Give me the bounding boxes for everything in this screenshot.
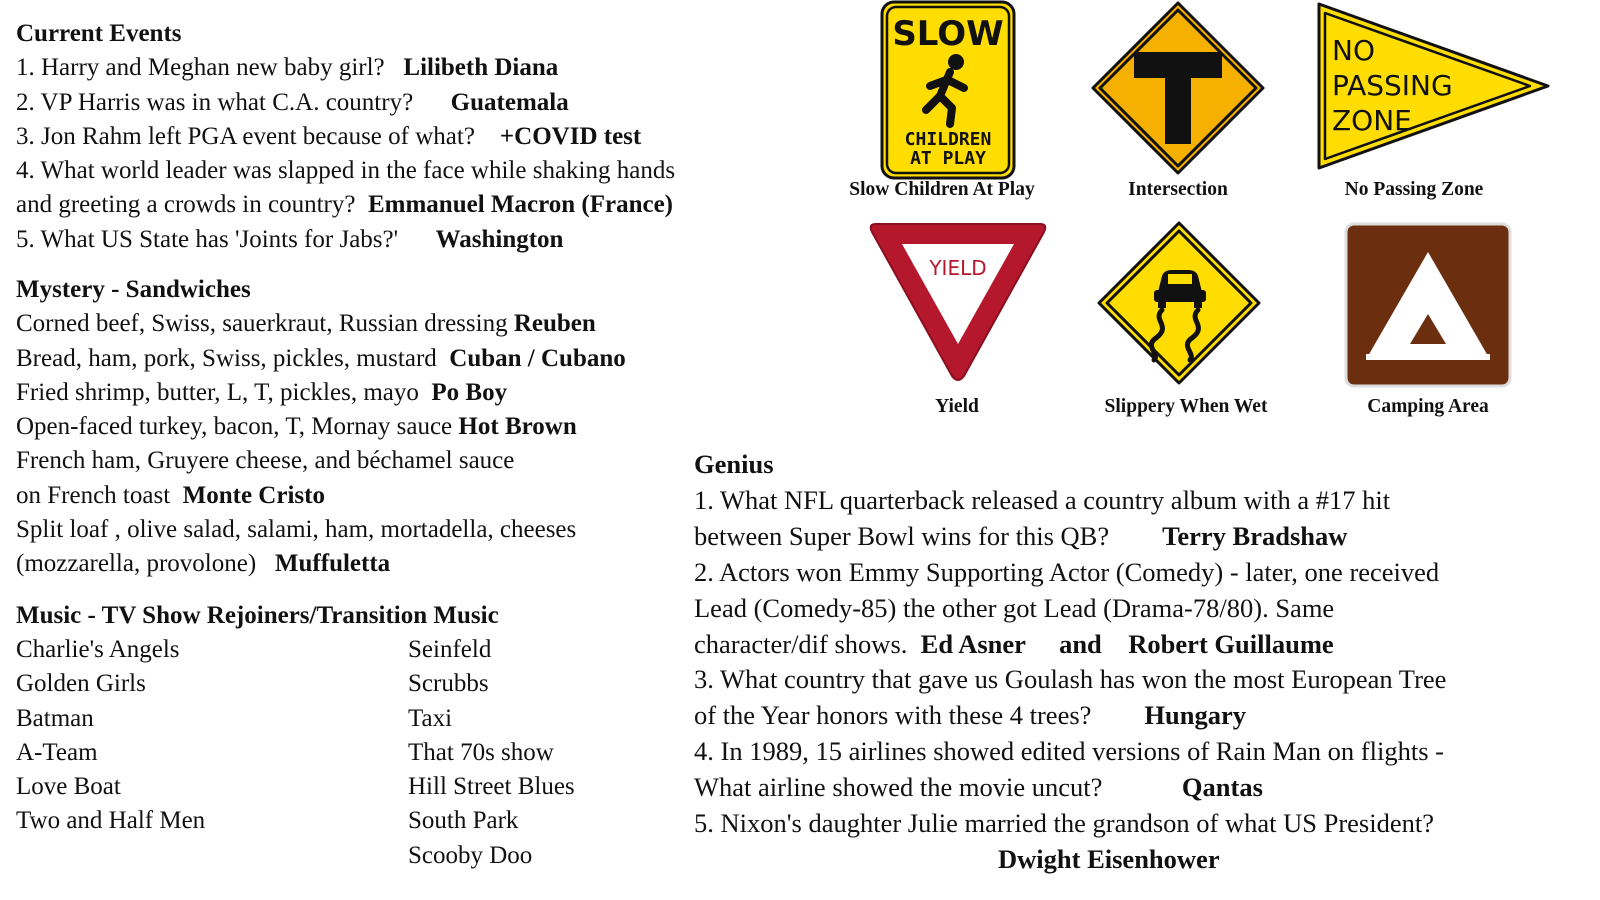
svg-text:NO: NO (1332, 34, 1375, 67)
music-heading: Music - TV Show Rejoiners/Transition Music (16, 602, 499, 629)
intersection-sign-icon (1090, 0, 1266, 176)
svg-text:AT PLAY: AT PLAY (910, 148, 986, 169)
genius-heading: Genius (694, 449, 774, 479)
no-passing-zone-sign-icon (1316, 0, 1552, 172)
current-events-q2: 2. VP Harris was in what C.A. country? Guatemala (16, 88, 569, 116)
svg-text:ZONE: ZONE (1332, 104, 1412, 137)
svg-text:CHILDREN: CHILDREN (904, 129, 992, 150)
mystery-item-line1: Split loaf , olive salad, salami, ham, mortadella, cheeses (16, 516, 577, 544)
music-item: Charlie's Angels (16, 636, 180, 663)
svg-text:PASSING: PASSING (1332, 69, 1453, 102)
current-events-q1: 1. Harry and Meghan new baby girl? Lilibeth Diana (16, 54, 559, 82)
answer: Hungary (1144, 700, 1247, 731)
genius-q2-line3: character/dif shows. Ed Asner and Robert Guillaume (694, 628, 1334, 659)
svg-text:YIELD: YIELD (929, 256, 987, 280)
slippery-when-wet-sign-icon (1096, 220, 1262, 386)
genius-q2-line2: Lead (Comedy-85) the other got Lead (Drama-78/80). Same (694, 592, 1335, 623)
answer: Washington (435, 225, 564, 253)
yield-sign-icon (866, 220, 1050, 384)
genius-q1-line1: 1. What NFL quarterback released a country album with a #17 hit (694, 484, 1391, 515)
current-events-q4-line1: 4. What world leader was slapped in the face while shaking hands (16, 157, 676, 185)
answer: Terry Bradshaw (1162, 520, 1348, 551)
current-events-section (16, 17, 675, 257)
genius-q4-line2: What airline showed the movie uncut? Qantas (694, 772, 1263, 803)
answer: Ed Asner (920, 628, 1026, 659)
music-item: Love Boat (16, 773, 121, 801)
answer: Guatemala (450, 88, 569, 116)
music-column-1 (16, 633, 205, 839)
answer: Emmanuel Macron (France) (367, 191, 673, 219)
answer: Hot Brown (458, 413, 577, 441)
current-events-q3: 3. Jon Rahm left PGA event because of what? +COVID test (16, 122, 642, 150)
music-item: Seinfeld (408, 636, 492, 663)
answer: Monte Cristo (182, 481, 325, 509)
genius-q1-line2: between Super Bowl wins for this QB? Terry Bradshaw (694, 520, 1348, 551)
yield-label: Yield (935, 396, 979, 417)
music-item: That 70s show (408, 738, 554, 766)
slippery-when-wet-label: Slippery When Wet (1104, 396, 1268, 417)
music-item: Scrubbs (408, 670, 489, 698)
mystery-item-line2: on French toast Monte Cristo (16, 481, 325, 509)
music-item: Scooby Doo (408, 841, 533, 869)
music-column-2 (408, 633, 575, 873)
current-events-q4-line2: and greeting a crowds in country? Emmanuel Macron (France) (16, 191, 673, 219)
mystery-item: Open-faced turkey, bacon, T, Mornay sauce Hot Brown (16, 413, 577, 441)
music-item: Taxi (408, 704, 453, 732)
genius-q4-line1: 4. In 1989, 15 airlines showed edited versions of Rain Man on flights - (694, 736, 1444, 767)
music-item: A-Team (16, 738, 98, 766)
answer: Muffuletta (274, 550, 391, 578)
current-events-q5: 5. What US State has 'Joints for Jabs?' Washington (16, 225, 564, 253)
answer: Dwight Eisenhower (998, 843, 1220, 874)
mystery-item-line2: (mozzarella, provolone) Muffuletta (16, 550, 391, 578)
answer: +COVID test (499, 122, 642, 150)
genius-q3-line2: of the Year honors with these 4 trees? Hungary (694, 700, 1247, 731)
mystery-heading: Mystery - Sandwiches (16, 276, 251, 303)
answer: Lilibeth Diana (403, 54, 559, 82)
music-item: South Park (408, 807, 519, 835)
music-item: Hill Street Blues (408, 773, 575, 801)
mystery-section (16, 273, 626, 582)
answer: Reuben (513, 310, 596, 338)
mystery-item: Fried shrimp, butter, L, T, pickles, mayo Po Boy (16, 378, 508, 406)
genius-q5-answer (694, 842, 1446, 878)
music-item: Golden Girls (16, 670, 146, 698)
current-events-heading: Current Events (16, 20, 182, 47)
genius-section (694, 447, 1446, 878)
answer: Po Boy (431, 378, 508, 406)
answer: Robert Guillaume (1128, 628, 1334, 659)
answer: Cuban / Cubano (449, 344, 626, 372)
mystery-item: Corned beef, Swiss, sauerkraut, Russian dressing Reuben (16, 310, 596, 338)
genius-q5-line1: 5. Nixon's daughter Julie married the grandson of what US President? (694, 808, 1434, 839)
genius-q2-line1: 2. Actors won Emmy Supporting Actor (Comedy) - later, one received (694, 556, 1440, 587)
intersection-label: Intersection (1128, 179, 1228, 200)
svg-text:SLOW: SLOW (892, 14, 1004, 54)
mystery-item: Bread, ham, pork, Swiss, pickles, mustard Cuban / Cubano (16, 344, 626, 372)
slow-children-sign-icon (880, 0, 1016, 180)
music-item: Two and Half Men (16, 807, 206, 835)
genius-q3-line1: 3. What country that gave us Goulash has won the most European Tree (694, 664, 1447, 695)
no-passing-zone-label: No Passing Zone (1344, 179, 1484, 200)
answer: Qantas (1181, 772, 1263, 803)
slow-children-label: Slow Children At Play (849, 179, 1035, 200)
camping-area-label: Camping Area (1367, 396, 1489, 417)
mystery-item-line1: French ham, Gruyere cheese, and béchamel sauce (16, 447, 515, 475)
music-item: Batman (16, 704, 94, 732)
camping-area-sign-icon (1344, 222, 1512, 388)
